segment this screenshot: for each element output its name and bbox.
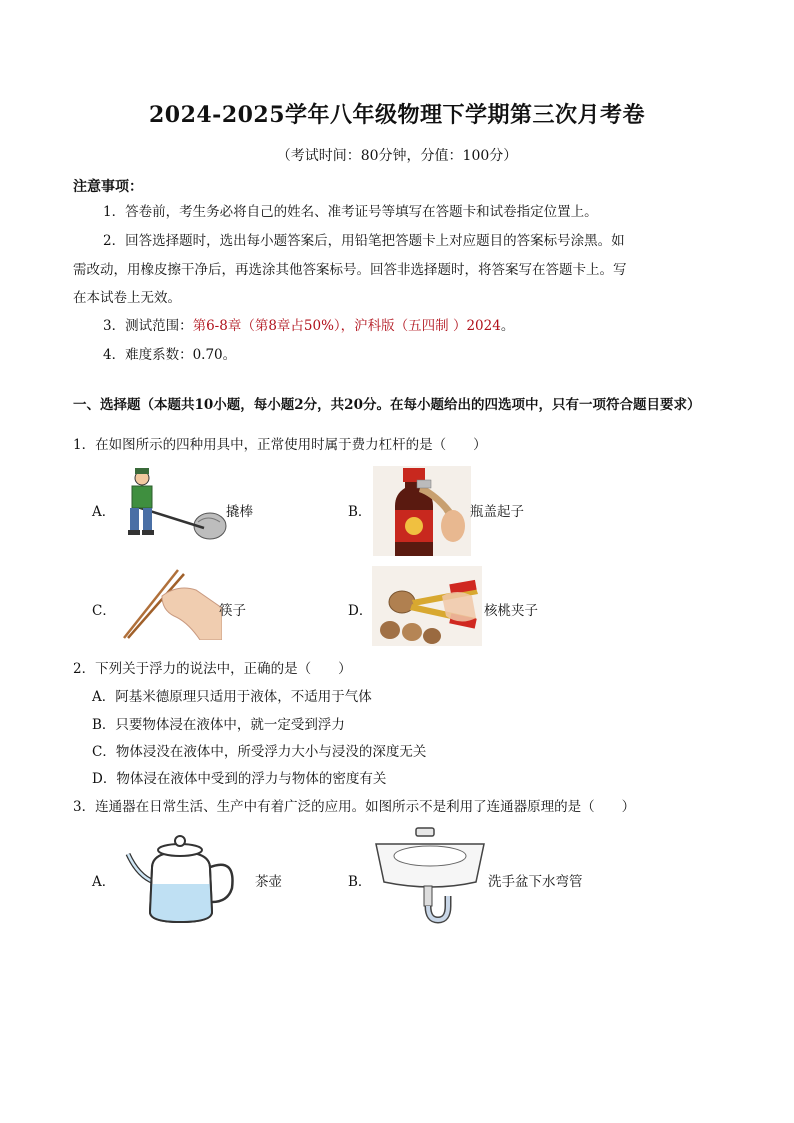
q2-option-a[interactable]: A．阿基米德原理只适用于液体，不适用于气体	[92, 689, 372, 705]
q1-option-d-letter[interactable]: D．	[348, 603, 373, 619]
q3-option-b-label: 洗手盆下水弯管	[488, 874, 583, 890]
q3-option-a-label: 茶壶	[255, 874, 282, 890]
q3-option-a-letter[interactable]: A．	[92, 874, 116, 890]
question-1-stem: 1．在如图所示的四种用具中，正常使用时属于费力杠杆的是（ ）	[73, 437, 487, 453]
q1-option-a-label: 撬棒	[226, 504, 253, 520]
exam-info: （考试时间：80分钟，分值：100分）	[276, 148, 518, 164]
q1-option-b-label: 瓶盖起子	[470, 504, 524, 520]
sink-trap-image	[372, 826, 488, 924]
q2-option-d[interactable]: D．物体浸在液体中受到的浮力与物体的密度有关	[92, 771, 387, 787]
q1-option-a-letter[interactable]: A．	[92, 504, 116, 520]
page-title: 2024-2025学年八年级物理下学期第三次月考卷	[148, 102, 646, 128]
note-3-scope: 第6-8章（第8章占50%），沪科版（五四制 ）2024	[192, 318, 501, 334]
q1-option-b-letter[interactable]: B．	[348, 504, 372, 520]
note-2-line-1: 2．回答选择题时，选出每小题答案后，用铅笔把答题卡上对应题目的答案标号涂黑。如	[103, 233, 625, 249]
nutcracker-image	[372, 566, 482, 646]
note-3-suffix: 。	[500, 318, 515, 334]
teapot-image	[124, 832, 238, 924]
note-2-line-2: 需改动，用橡皮擦干净后，再选涂其他答案标号。回答非选择题时，将答案写在答题卡上。写	[73, 262, 627, 278]
question-2-stem: 2．下列关于浮力的说法中，正确的是（ ）	[73, 661, 352, 677]
note-4: 4．难度系数：0.70。	[103, 347, 237, 363]
notes-heading: 注意事项：	[73, 179, 143, 195]
chopsticks-image	[118, 566, 222, 640]
q2-option-b[interactable]: B．只要物体浸在液体中，就一定受到浮力	[92, 717, 345, 733]
q3-option-b-letter[interactable]: B．	[348, 874, 372, 890]
q1-option-d-label: 核桃夹子	[484, 603, 538, 619]
section-heading: 一、选择题（本题共10小题，每小题2分，共20分。在每小题给出的四选项中，只有一项符合题目要求）	[73, 397, 701, 413]
bottle-opener-image	[373, 466, 471, 556]
note-3-prefix: 3．测试范围：	[103, 318, 193, 334]
note-2-line-3: 在本试卷上无效。	[73, 290, 181, 306]
note-3	[103, 316, 514, 336]
q1-option-c-letter[interactable]: C．	[92, 603, 116, 619]
q2-option-c[interactable]: C．物体浸没在液体中，所受浮力大小与浸没的深度无关	[92, 744, 427, 760]
q1-option-c-label: 筷子	[219, 603, 246, 619]
note-1: 1．答卷前，考生务必将自己的姓名、准考证号等填写在答题卡和试卷指定位置上。	[103, 204, 598, 220]
question-3-stem: 3．连通器在日常生活、生产中有着广泛的应用。如图所示不是利用了连通器原理的是（ ）	[73, 799, 636, 815]
crowbar-image	[116, 466, 228, 544]
